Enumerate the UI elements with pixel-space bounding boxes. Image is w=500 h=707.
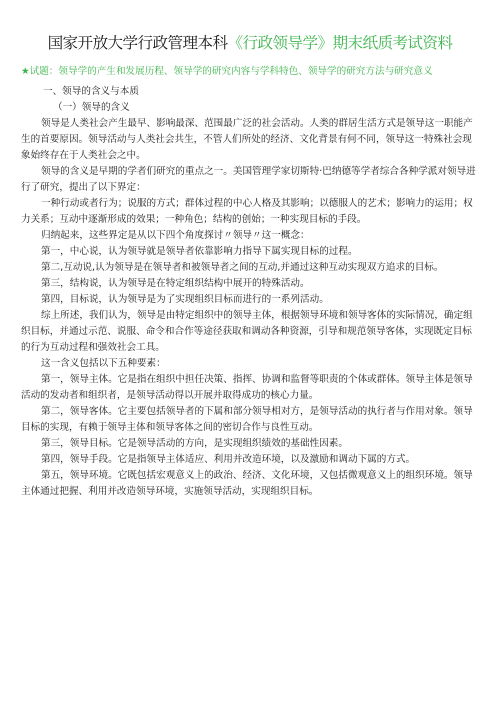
paragraph: 第一，中心说，认为领导就是领导者依靠影响力指导下属实现目标的过程。 xyxy=(41,246,358,257)
paragraph: 第四，目标说，认为领导是为了实现组织目标而进行的一系列活动。 xyxy=(41,294,329,305)
paragraph: 领导是人类社会产生最早、影响最深、范围最广泛的社会活动。人类的群居生活方式是领导这一职能产生的首要原因。领导活动与人类社会共生，不管人们所处的经济、文化背景有何不同，领导这一特殊社会现象始终存在于人类社会之中。 xyxy=(21,118,473,161)
paragraph: 这一含义包括以下五种要素： xyxy=(41,358,166,369)
section-heading: 一、领导的含义与本质 xyxy=(43,86,139,97)
paragraph: 领导的含义是早期的学者们研究的重点之一。美国管理学家切斯特·巴纳德等学者综合各种学派对领导进行了研究，提出了以下界定： xyxy=(21,166,476,193)
paragraph: 归纳起来，这些界定是从以下四个角度探讨〃领导〃这一概念： xyxy=(41,230,310,241)
paragraph: 第三，结构说，认为领导是在特定组织结构中展开的特殊活动。 xyxy=(41,278,310,289)
subsection-heading: （一）领导的含义 xyxy=(53,102,130,113)
paragraph: 第三，领导目标。它是领导活动的方向，是实现组织绩效的基础性因素。 xyxy=(41,438,348,449)
title-main: 国家开放大学行政管理本科 xyxy=(47,34,228,52)
paragraph: 第二，领导客体。它主要包括领导者的下属和部分领导相对方，是领导活动的执行者与作用对象。领导目标的实现，有赖于领导主体和领导客体之间的密切合作与良性互动。 xyxy=(21,406,473,433)
paragraph: 第二,互动说,认为领导是在领导者和被领导者之间的互动,并通过这种互动实现双方追求的目标。 xyxy=(41,262,444,273)
paragraph: 一种行动或者行为；说服的方式；群体过程的中心人格及其影响；以德服人的艺术；影响力的运用；权力关系；互动中逐渐形成的效果；一种角色；结构的创始；一种实现目标的手段。 xyxy=(21,198,473,225)
body-text xyxy=(21,116,479,500)
paragraph: 第五，领导环境。它既包括宏观意义上的政治、经济、文化环境，又包括微观意义上的组织环境。领导主体通过把握、利用并改造领导环境，实施领导活动，实现组织目标。 xyxy=(21,470,473,497)
paragraph: 第四，领导手段。它是指领导主体适应、利用并改造环境，以及激励和调动下属的方式。 xyxy=(41,454,416,465)
title-subject: 《行政领导学》期末纸质考试资料 xyxy=(227,34,453,52)
paragraph: 综上所述，我们认为，领导是由特定组织中的领导主体，根据领导环境和领导客体的实际情况，确定组织目标，并通过示范、说服、命令和合作等途径获取和调动各种资源，引导和规范领导客体，实现既定目标的行为互动过程和强效社会工具。 xyxy=(21,310,473,353)
question-line: ★试题：领导学的产生和发展历程、领导学的研究内容与学科特色、领导学的研究方法与研究意义 xyxy=(21,66,433,77)
paragraph: 第一，领导主体。它是指在组织中担任决策、指挥、协调和监督等职责的个体或群体。领导主体是领导活动的发动者和组织者，是领导活动得以开展并取得成功的核心力量。 xyxy=(21,374,473,401)
document-title xyxy=(21,32,479,54)
